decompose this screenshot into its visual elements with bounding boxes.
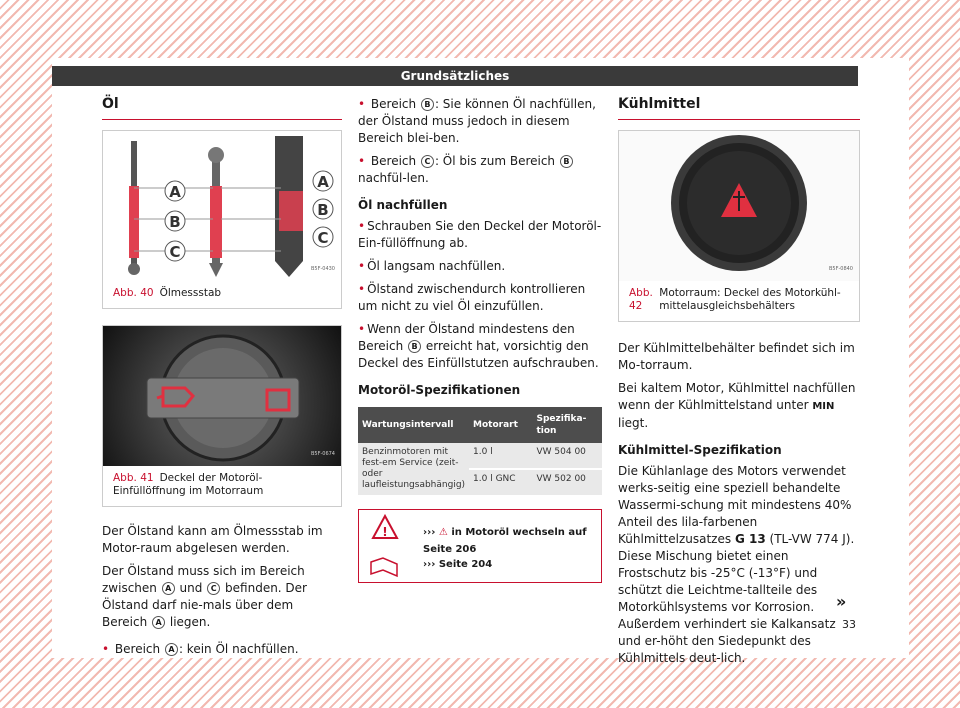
paragraph: Die Kühlanlage des Motors verwendet werks-seitig eine speziell behandelte Wassermi-schung mit mindestens 40% Anteil des lila-farbenen Kühlmittelzusatzes G 13 (TL-VW 774 J). Diese Mischung bietet einen Frostschutz bis -25°C (-13°F) und schützt die Leichtme-tallteile des Motorkühlsystems vor Korrosion. Außerdem verhindert sie Kalkansatz und er-höht den Siedepunkt des Kühlmittels deut-lich. [618,464,855,665]
table-cell: 1.0 l [469,443,532,469]
bullet-icon: • [358,97,366,111]
figure-caption [103,281,341,308]
svg-text:!: ! [382,525,388,539]
marker-a: A [162,582,175,595]
coolant-cap-drawing [619,131,859,281]
coolant-body-text [618,340,860,667]
dipstick-marker-b-right: B [317,201,329,219]
paragraph: Der Ölstand kann am Ölmessstab im Motor-raum abgelesen werden. [102,524,323,555]
oil-spec-table [358,407,602,497]
step-item: • Öl langsam nachfüllen. [358,259,506,273]
marker-b: B [560,155,573,168]
table-header: Spezifika-tion [532,407,602,443]
table-cell: VW 502 00 [532,469,602,496]
continue-arrow: » [836,592,847,611]
step-item: • Ölstand zwischendurch kontrollieren um nicht zu viel Öl einzufüllen. [358,282,586,313]
bullet-item: • Bereich A : kein Öl nachfüllen. [102,642,299,656]
image-code: B5F-0430 [310,266,335,272]
warning-and-book-icon [367,512,403,582]
marker-a: A [165,643,178,656]
bullet-item: • Bereich B : Sie können Öl nachfüllen, der Ölstand muss jedoch in diesem Bereich blei-ben. [358,97,596,145]
bullet-icon: • [358,259,366,273]
table-row [358,443,602,469]
table-header: Motorart [469,407,532,443]
figure-coolant-cap [618,130,860,322]
page-number: 33 [842,618,856,631]
subheading-refill: Öl nachfüllen [358,198,448,212]
bullet-icon: • [358,219,366,233]
marker-a: A [152,616,165,629]
oil-body-text [102,523,342,658]
subheading-coolant-spec: Kühlmittel-Spezifikation [618,443,782,457]
table-header-row [358,407,602,443]
marker-c: C [421,155,434,168]
section-heading-coolant: Kühlmittel [618,96,860,120]
subheading-oil-spec: Motoröl-Spezifikationen [358,383,521,397]
dipstick-marker-c-left: C [169,243,181,261]
dipstick-marker-c-right: C [317,229,329,247]
dipstick-illustration [103,131,341,281]
warning-icon: ⚠ [438,527,448,538]
coolant-cap-photo [619,131,859,281]
column-oil [102,96,342,664]
reference-link-warning[interactable]: ››› ⚠ in Motoröl wechseln auf Seite 206 [423,527,587,555]
figure-label: Abb. 41 [113,472,154,484]
figure-caption-text: Deckel der Motoröl-Einfüllöffnung im Motorraum [113,472,264,497]
dipstick-drawing [103,131,341,281]
bullet-icon: • [358,282,366,296]
section-header: Grundsätzliches [52,66,858,86]
paragraph: Bei kaltem Motor, Kühlmittel nachfüllen wenn der Kühlmittelstand unter MIN liegt. [618,381,856,430]
section-heading-oil: Öl [102,96,342,120]
table-cell: 1.0 l GNC [469,469,532,496]
figure-oil-cap [102,325,342,507]
table-header: Wartungsintervall [358,407,469,443]
column-coolant [618,96,860,673]
step-item: • Schrauben Sie den Deckel der Motoröl-Ein-füllöffnung ab. [358,219,602,250]
paragraph: Der Kühlmittelbehälter befindet sich im Mo-torraum. [618,341,855,372]
paragraph: Der Ölstand muss sich im Bereich zwischen A und C befinden. Der Ölstand darf nie-mals über dem Bereich A liegen. [102,564,307,629]
dipstick-marker-b-left: B [169,213,181,231]
figure-caption-text: Motorraum: Deckel des Motorkühl-mittelausgleichsbehälters [659,287,841,312]
reference-link-page[interactable]: ››› Seite 204 [423,559,493,570]
step-item: • Wenn der Ölstand mindestens den Bereich B erreicht hat, vorsichtig den Deckel des Einfüllstutzen aufschrauben. [358,322,599,370]
image-code: B5F-0840 [828,266,853,272]
marker-b: B [421,98,434,111]
figure-label: Abb. 40 [113,287,154,299]
bullet-icon: • [358,322,366,336]
dipstick-marker-a-left: A [169,183,181,201]
marker-c: C [207,582,220,595]
bullet-icon: • [102,642,110,656]
bullet-icon: • [358,154,366,168]
cross-reference-box [358,509,602,583]
dipstick-marker-a-right: A [317,173,329,191]
figure-caption [103,466,341,506]
bullet-item: • Bereich C : Öl bis zum Bereich B nachfül-len. [358,153,602,187]
column-oil-continued [358,96,602,583]
figure-label: Abb. 42 [629,287,653,312]
figure-dipstick [102,130,342,309]
table-cell: VW 504 00 [532,443,602,469]
oil-cap-drawing [103,326,341,466]
additive-name: G 13 [734,532,766,546]
table-cell: Benzinmotoren mit fest-em Service (zeit- oder laufleistungsabhängig) [358,443,469,496]
figure-caption [619,281,859,321]
figure-caption-text: Ölmessstab [159,287,222,299]
marker-b: B [408,340,421,353]
min-mark: MIN [812,401,835,412]
image-code: B5F-0674 [310,451,335,457]
oil-cap-photo [103,326,341,466]
